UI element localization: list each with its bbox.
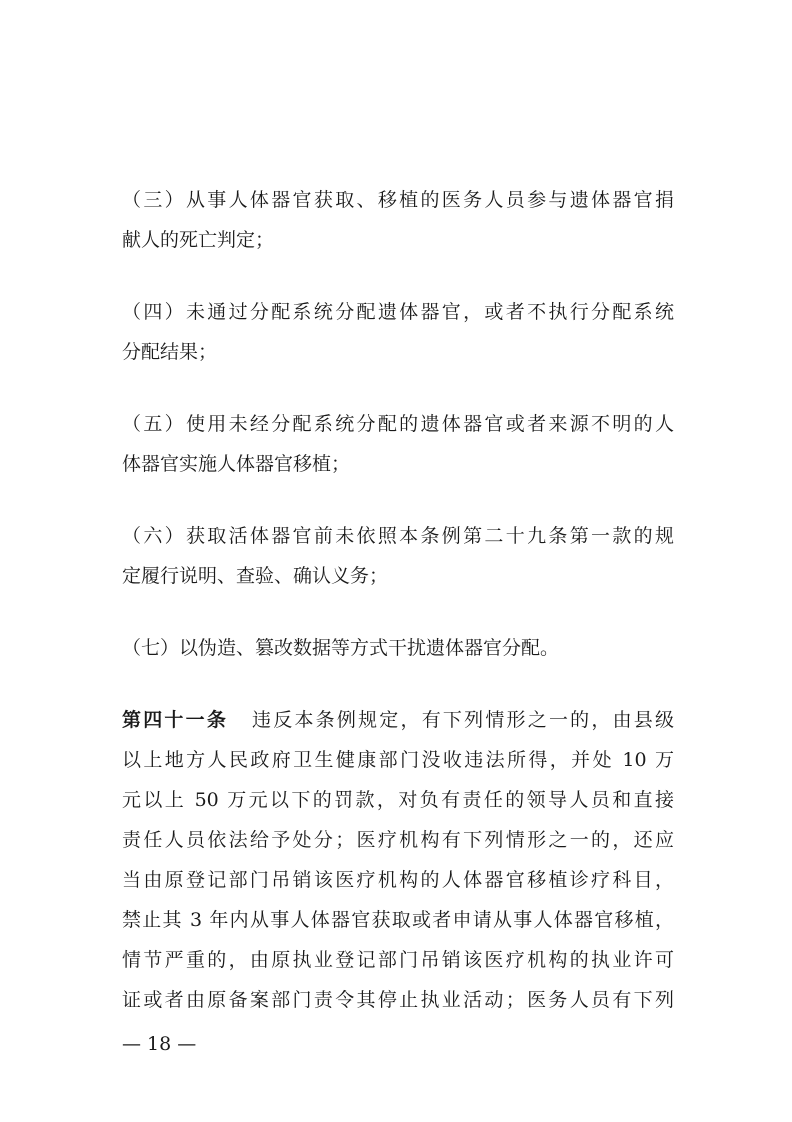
item-7-line-1: （七）以伪造、篡改数据等方式干扰遗体器官分配。 xyxy=(122,637,560,659)
article-line-6: 禁止其 3 年内从事人体器官获取或者申请从事人体器官移植， xyxy=(122,909,674,931)
article-text-1: 违反本条例规定，有下列情形之一的，由县级 xyxy=(252,709,674,731)
item-3-line-1: （三）从事人体器官获取、移植的医务人员参与遗体器官捐 xyxy=(122,189,674,211)
article-line-2: 以上地方人民政府卫生健康部门没收违法所得，并处 10 万 xyxy=(122,749,674,771)
item-6-line-1: （六）获取活体器官前未依照本条例第二十九条第一款的规 xyxy=(122,525,674,547)
article-line-8: 证或者由原备案部门责令其停止执业活动；医务人员有下列 xyxy=(122,989,674,1011)
article-line-4: 责任人员依法给予处分；医疗机构有下列情形之一的，还应 xyxy=(122,829,674,851)
item-4-line-1: （四）未通过分配系统分配遗体器官，或者不执行分配系统 xyxy=(122,301,674,323)
article-line-3: 元以上 50 万元以下的罚款，对负有责任的领导人员和直接 xyxy=(122,789,674,811)
item-4-line-2: 分配结果； xyxy=(122,341,218,363)
article-line-1 xyxy=(122,706,674,734)
article-line-7: 情节严重的，由原执业登记部门吊销该医疗机构的执业许可 xyxy=(122,949,674,971)
article-title: 第四十一条 xyxy=(122,709,229,731)
page-number: — 18 — xyxy=(122,1033,197,1055)
item-3-line-2: 献人的死亡判定； xyxy=(122,229,275,251)
item-5-line-2: 体器官实施人体器官移植； xyxy=(122,453,351,475)
item-6-line-2: 定履行说明、查验、确认义务； xyxy=(122,565,389,587)
item-5-line-1: （五）使用未经分配系统分配的遗体器官或者来源不明的人 xyxy=(122,413,674,435)
article-line-5: 当由原登记部门吊销该医疗机构的人体器官移植诊疗科目， xyxy=(122,869,674,891)
